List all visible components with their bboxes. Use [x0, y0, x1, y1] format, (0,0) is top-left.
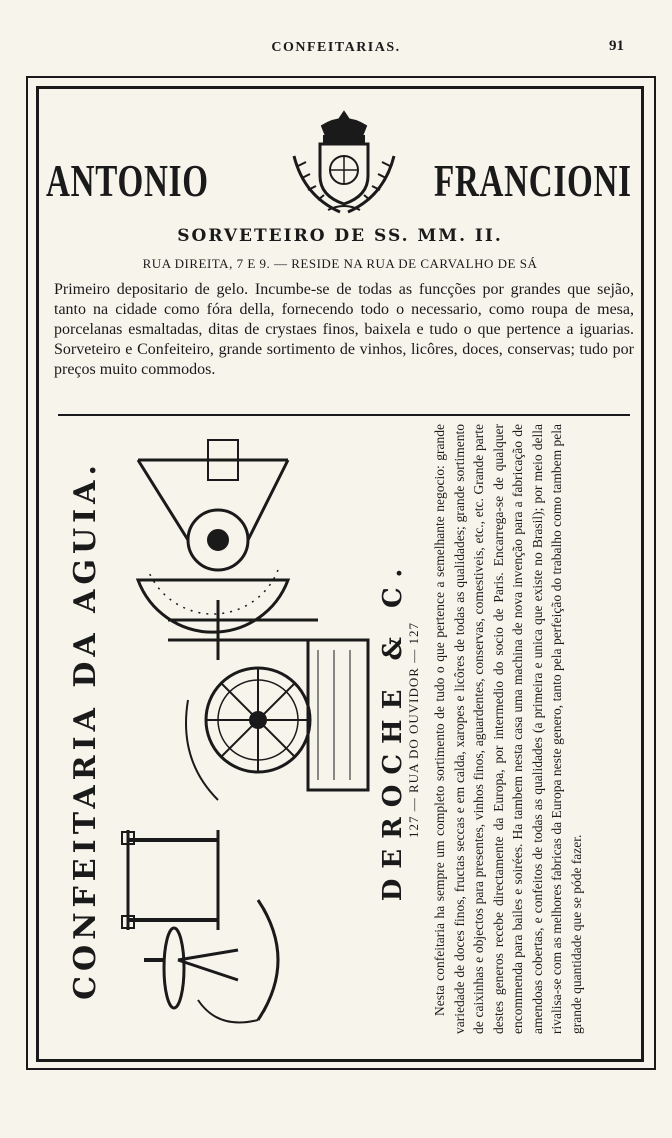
advertisement-confeitaria-da-aguia	[58, 420, 630, 1040]
advertiser-address: RUA DIREITA, 7 E 9. — RESIDE NA RUA DE CARVALHO DE SÁ	[142, 256, 538, 271]
advertiser-first-name: ANTONIO	[46, 155, 209, 206]
shop-title: CONFEITARIA DA AGUIA.	[68, 460, 103, 1000]
shop-description-text: Nesta confeitaria ha sempre um completo sortimento de tudo o que pertence a semelhante negocio: grande variedade de doces finos, fructas seccas e em calda, xaropes e licôres de todas as qualidades; grande sortimento de caixinhas e objectos para presentes, vinhos finos, aguardentes, conservas, comestiveis, etc., etc. Grande parte destes generos recebe directamente da Europa, por intermedio do socio de Paris. Encarrega-se de qualquer encommenda para bailes e soirées. Ha tambem nesta casa uma machina de nova invenção para a fabricação de amendoas cobertas, e confeitos de todas as qualidades (a primeira e unica que existe no Brasil); por meio della rivalisa-se com as melhores fabricas da Europa neste genero, tanto pela perfeição do trabalho como tambem pela grande quantidade que se póde fazer.	[432, 424, 584, 1034]
section-divider	[58, 414, 630, 416]
advertisement-francioni	[40, 92, 640, 408]
confectionery-machine-illustration	[108, 420, 376, 1040]
advertisement-body	[54, 280, 634, 380]
advertiser-title: SORVETEIRO DE SS. MM. II.	[177, 226, 503, 246]
running-head-title: CONFEITARIAS.	[271, 40, 401, 55]
imperial-crest-icon	[284, 106, 404, 218]
advertisement-body-text: Primeiro depositario de gelo. Incumbe-se de todas as funcções por grandes que sejão, tanto na cidade como fóra della, fornecendo todo o necessario, como roupa de mesa, porcelanas esmaltadas, ditas de crystaes finos, baixela e tudo o que pertence a iguarias. Sorveteiro e Confeiteiro, grande sortimento de vinhos, licôres, doces, conservas; tudo por preços muito commodos.	[54, 281, 634, 378]
running-head	[0, 40, 672, 62]
advertiser-last-name: FRANCIONI	[434, 155, 632, 206]
firm-address: 127 — RUA DO OUVIDOR — 127	[406, 622, 421, 838]
firm-name: DEROCHE & C.	[378, 558, 408, 902]
rotated-advertisement-content	[58, 420, 630, 1040]
shop-description	[430, 424, 586, 1034]
page-number: 91	[609, 38, 624, 54]
